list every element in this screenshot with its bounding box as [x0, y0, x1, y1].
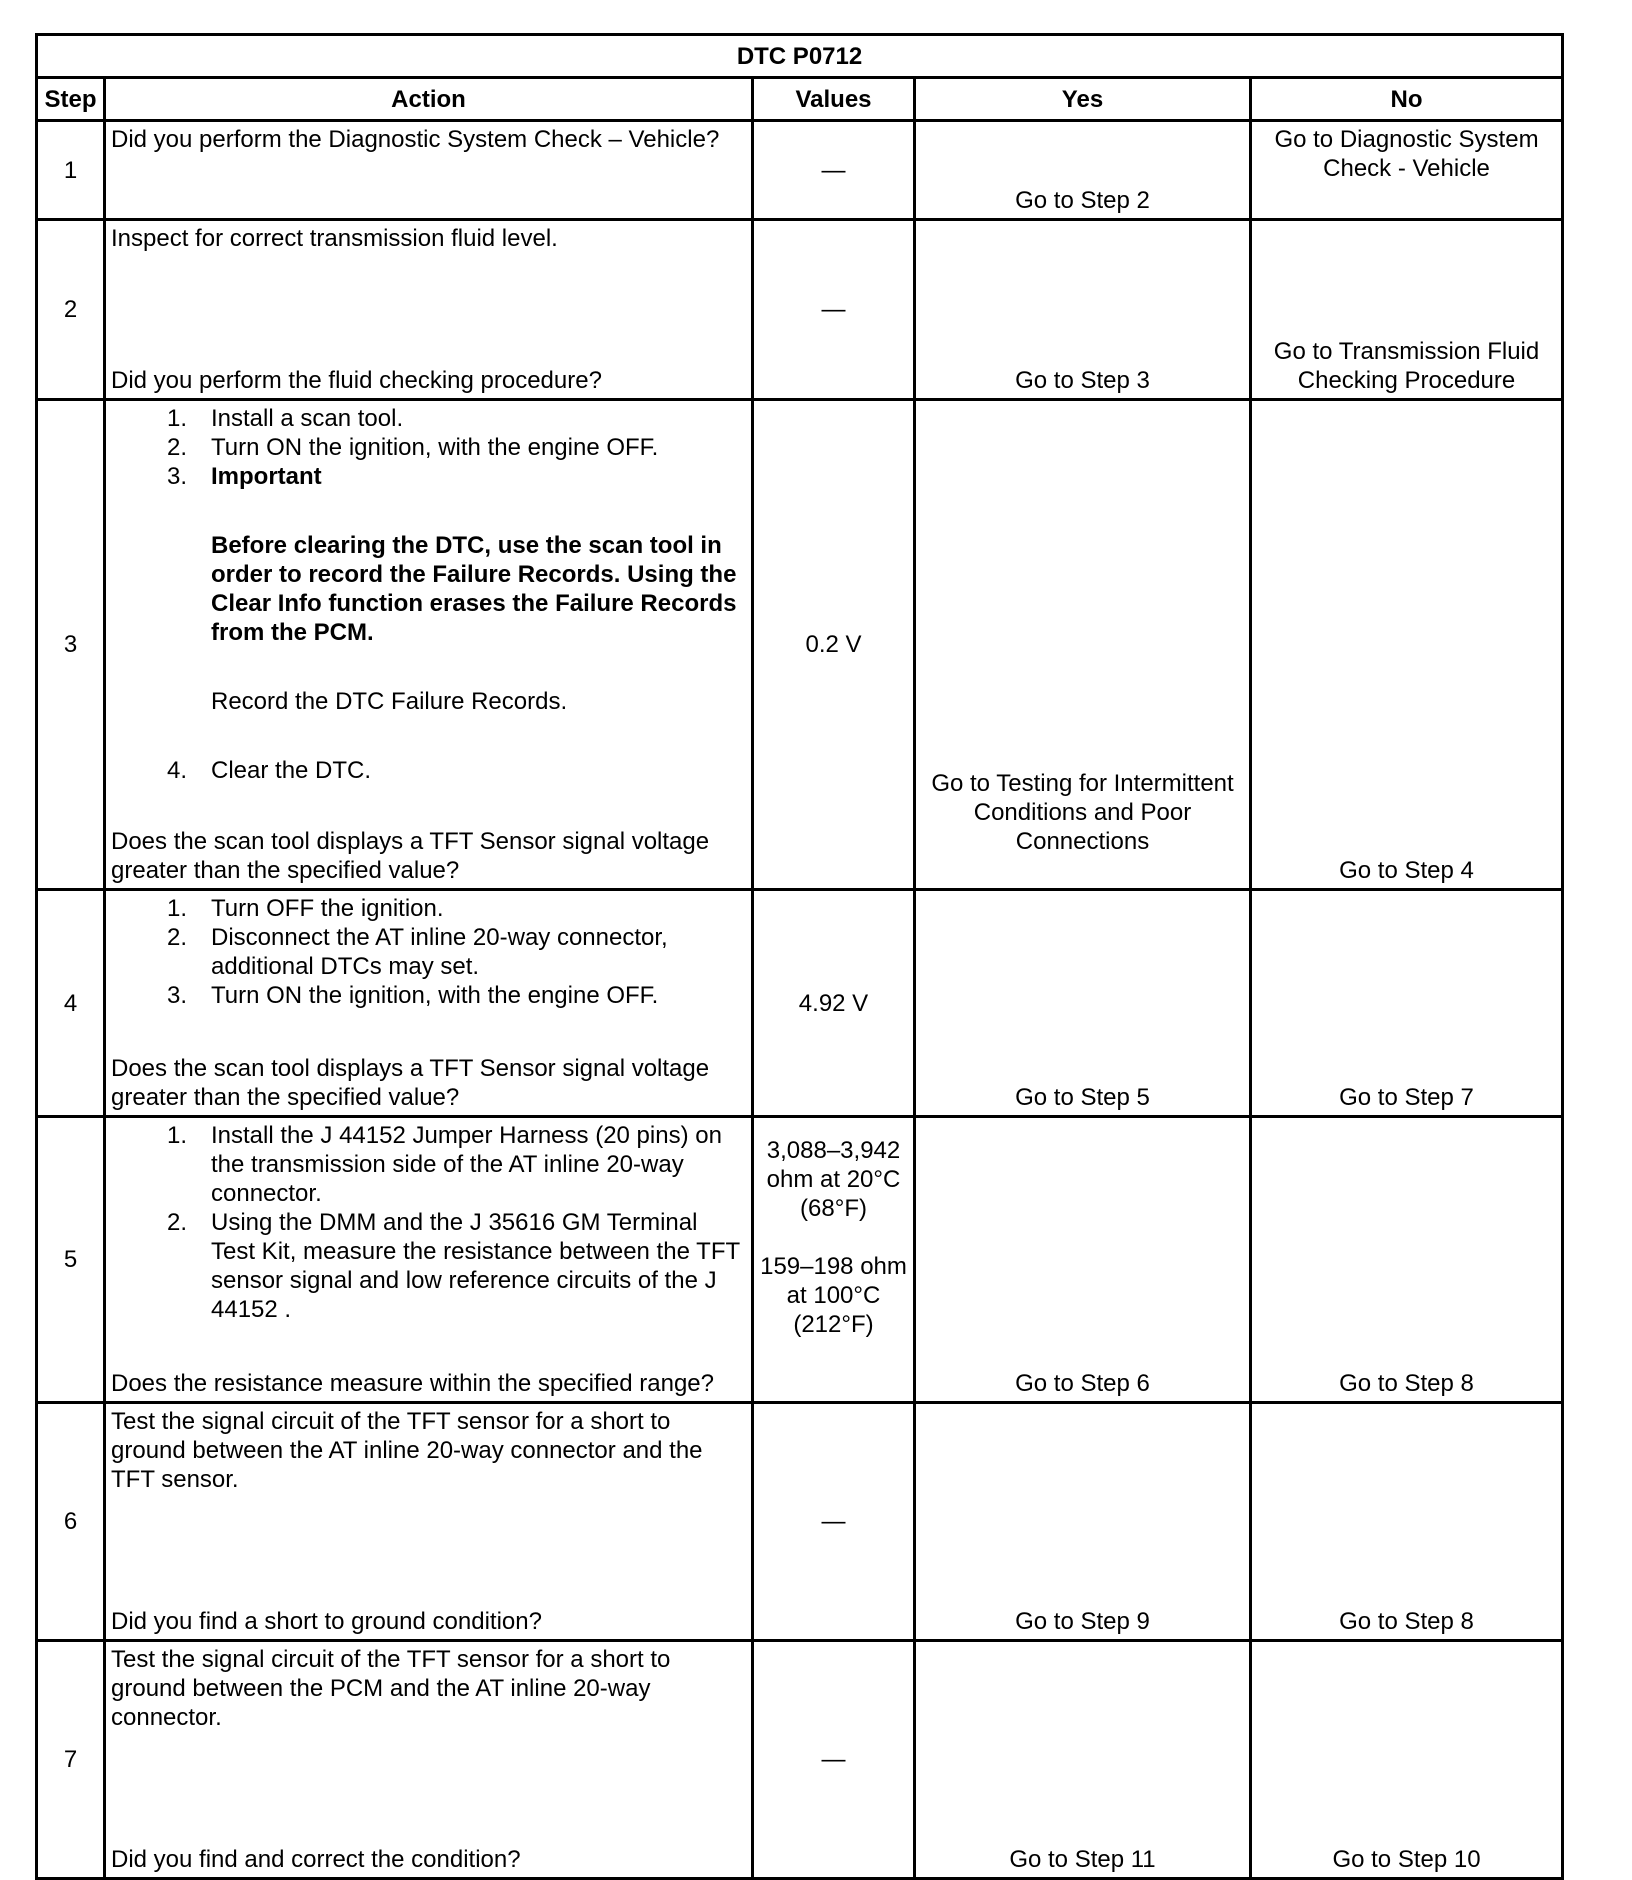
list-item: 3. Turn ON the ignition, with the engine OFF. [166, 982, 659, 1009]
list-item: 2. Disconnect the AT inline 20-way connector, additional DTCs may set. [166, 924, 668, 980]
action-cell [105, 1403, 753, 1641]
table-row [37, 220, 1563, 400]
no-cell: Go to Transmission Fluid Checking Procedure [1251, 220, 1563, 400]
yes-cell: Go to Step 11 [915, 1641, 1251, 1879]
yes-cell: Go to Step 2 [915, 121, 1251, 220]
action-step-list [111, 1121, 746, 1324]
no-cell: Go to Step 7 [1251, 890, 1563, 1117]
step-number: 1 [37, 121, 105, 220]
header-values: Values [753, 78, 915, 121]
value-range-100c: 159–198 ohm at 100°C (212°F) [760, 1253, 907, 1338]
action-cell [105, 220, 753, 400]
step-number: 6 [37, 1403, 105, 1641]
yes-cell: Go to Step 3 [915, 220, 1251, 400]
step-number: 4 [37, 890, 105, 1117]
important-label: Important [211, 463, 322, 490]
diagnostic-table-sheet [35, 33, 1561, 1880]
table-row [37, 400, 1563, 890]
action-cell [105, 400, 753, 890]
table-row [37, 121, 1563, 220]
value-cell: 4.92 V [753, 890, 915, 1117]
header-step: Step [37, 78, 105, 121]
value-cell: — [753, 121, 915, 220]
action-step-list [111, 894, 746, 1010]
action-question: Did you find a short to ground condition? [111, 1608, 542, 1635]
action-question: Did you perform the Diagnostic System Check – Vehicle? [111, 126, 720, 153]
action-question: Did you find and correct the condition? [111, 1846, 521, 1873]
table-row [37, 890, 1563, 1117]
list-item: 3. Important Before clearing the DTC, use the scan tool in order to record the Failure Records. Using the Clear Info function erases the Failure Records from the PCM. Record the DTC Failure Records. [211, 462, 746, 716]
table-row [37, 1403, 1563, 1641]
value-cell: — [753, 220, 915, 400]
header-no: No [1251, 78, 1563, 121]
list-item: 1. Turn OFF the ignition. [166, 895, 444, 922]
value-cell [753, 1117, 915, 1403]
no-cell: Go to Step 8 [1251, 1117, 1563, 1403]
action-cell [105, 1117, 753, 1403]
list-item: 2. Turn ON the ignition, with the engine OFF. [166, 434, 659, 461]
step-number: 7 [37, 1641, 105, 1879]
step-number: 5 [37, 1117, 105, 1403]
action-intro: Test the signal circuit of the TFT sensor for a short to ground between the AT inline 20-way connector and the TFT sensor. [111, 1408, 703, 1493]
value-cell: — [753, 1641, 915, 1879]
value-cell: 0.2 V [753, 400, 915, 890]
record-text: Record the DTC Failure Records. [211, 688, 568, 715]
value-range-20c: 3,088–3,942 ohm at 20°C (68°F) [766, 1137, 901, 1222]
action-question: Does the scan tool displays a TFT Sensor signal voltage greater than the specified value? [111, 828, 710, 884]
value-cell: — [753, 1403, 915, 1641]
no-cell: Go to Diagnostic System Check - Vehicle [1251, 121, 1563, 220]
list-item: 1. Install the J 44152 Jumper Harness (20 pins) on the transmission side of the AT inline 20-way connector. [166, 1122, 722, 1207]
dtc-table [35, 33, 1564, 1880]
important-note: Before clearing the DTC, use the scan tool in order to record the Failure Records. Using the Clear Info function erases the Failure Records from the PCM. [211, 532, 737, 646]
list-item: 1. Install a scan tool. [166, 405, 404, 432]
yes-cell: Go to Step 9 [915, 1403, 1251, 1641]
table-title: DTC P0712 [37, 35, 1563, 78]
action-cell [105, 1641, 753, 1879]
no-cell: Go to Step 8 [1251, 1403, 1563, 1641]
table-row [37, 1117, 1563, 1403]
action-intro: Inspect for correct transmission fluid level. [111, 225, 558, 252]
header-action: Action [105, 78, 753, 121]
table-row [37, 1641, 1563, 1879]
step-number: 2 [37, 220, 105, 400]
header-yes: Yes [915, 78, 1251, 121]
yes-cell: Go to Step 5 [915, 890, 1251, 1117]
no-cell: Go to Step 4 [1251, 400, 1563, 890]
action-question: Did you perform the fluid checking procedure? [111, 367, 602, 394]
yes-cell [915, 400, 1251, 890]
action-cell [105, 121, 753, 220]
action-step-list [111, 404, 746, 785]
yes-text: Go to Testing for Intermittent Conditions and Poor Connections [931, 770, 1234, 855]
action-intro: Test the signal circuit of the TFT sensor for a short to ground between the PCM and the AT inline 20-way connector. [111, 1646, 671, 1731]
action-cell [105, 890, 753, 1117]
list-item: 2. Using the DMM and the J 35616 GM Terminal Test Kit, measure the resistance between the TFT sensor signal and low reference circuits of the J 44152 . [166, 1209, 740, 1323]
yes-cell: Go to Step 6 [915, 1117, 1251, 1403]
list-item: 4. Clear the DTC. [166, 757, 372, 784]
step-number: 3 [37, 400, 105, 890]
no-cell: Go to Step 10 [1251, 1641, 1563, 1879]
action-question: Does the resistance measure within the specified range? [111, 1370, 714, 1397]
action-question: Does the scan tool displays a TFT Sensor signal voltage greater than the specified value? [111, 1055, 710, 1111]
